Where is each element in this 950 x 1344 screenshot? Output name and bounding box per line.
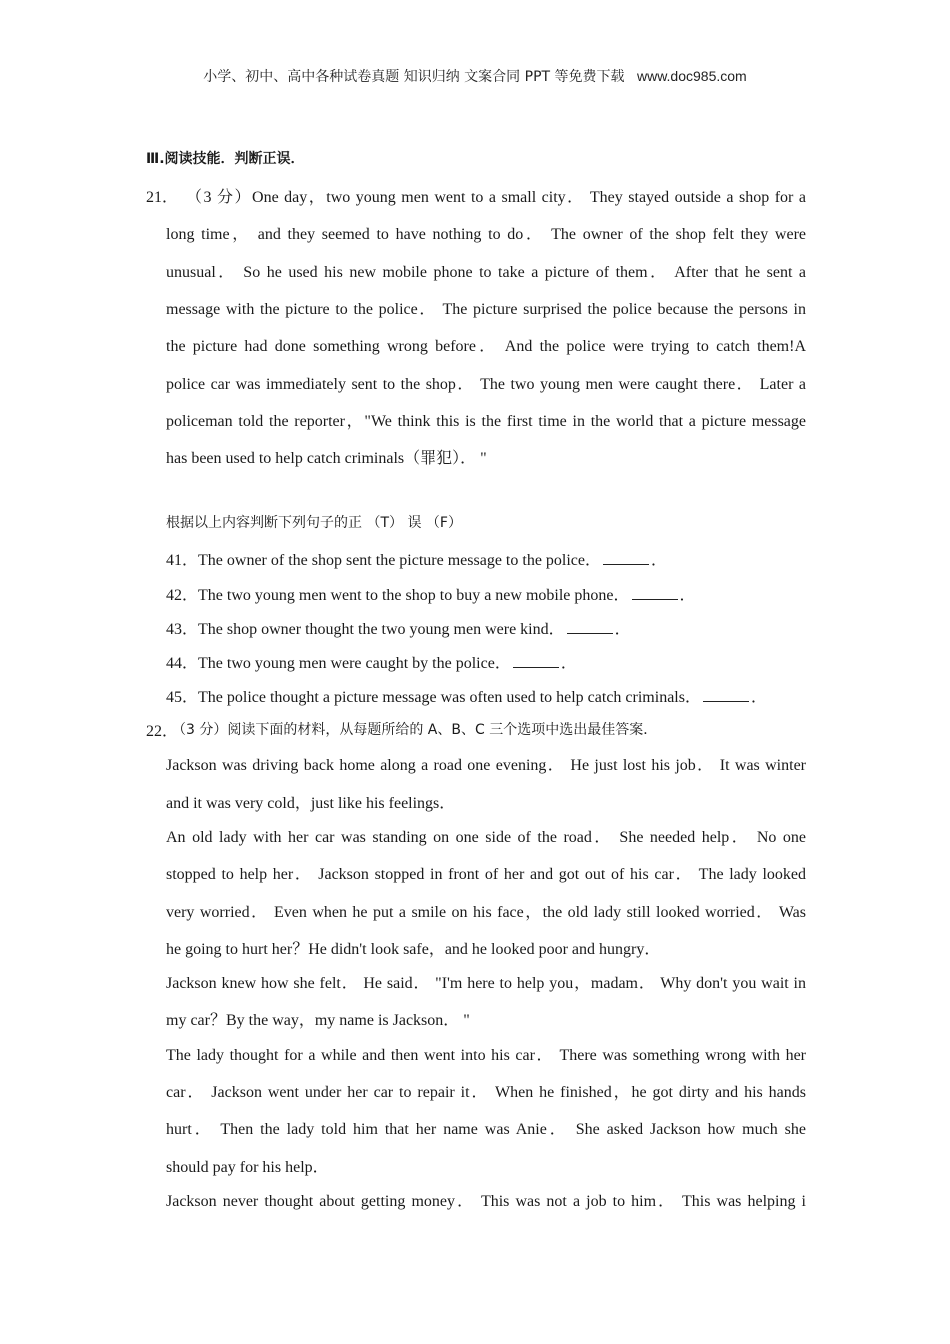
judge-item-43: 43．The shop owner thought the two young men were kind． ． [166,621,631,638]
q22-line-2: An old lady with her car was standing on one side of the road． She needed help． No one [166,829,806,846]
q21-line-2: unusual． So he used his new mobile phone to take a picture of them． After that he sent a [166,264,807,281]
header-text: 小学、初中、高中各种试卷真题 知识归纳 文案合同 PPT 等免费下载 [203,69,625,85]
q22-line-4: very worried． Even when he put a smile on his face，the old lady still looked worried． Was [166,904,807,921]
q21-line-0: （3 分）One day，two young men went to a small city． They stayed outside a shop for a [186,189,806,206]
q21-line-4: the picture had done something wrong before． And the police were trying to catch them!A [166,338,806,355]
q22-line-8: The lady thought for a while and then went into his car． There was something wrong with her [166,1047,806,1064]
q22-line-3: stopped to help her． Jackson stopped in front of her and got out of his car． The lady looked [166,866,806,883]
q22-line-6: Jackson knew how she felt． He said． "I'm here to help you，madam． Why don't you wait in [166,975,806,992]
q22-line-1: and it was very cold，just like his feelings． [166,795,456,812]
answer-blank[interactable] [632,585,678,600]
q22-instruction: （3 分）阅读下面的材料，从每题所给的 A、B、C 三个选项中选出最佳答案． [172,722,658,738]
q22-line-9: car． Jackson went under her car to repair it． When he finished，he got dirty and his hands [166,1084,807,1101]
question-22-number: 22． [146,723,179,740]
answer-blank[interactable] [703,687,749,702]
q22-line-11: should pay for his help． [166,1159,329,1176]
header-url[interactable]: www.doc985.com [636,68,747,84]
q22-line-0: Jackson was driving back home along a road one evening． He just lost his job． It was winter [166,757,807,774]
judge-item-42: 42．The two young men went to the shop to buy a new mobile phone． ． [166,587,696,604]
answer-blank[interactable] [567,619,613,634]
answer-blank[interactable] [513,653,559,668]
answer-blank[interactable] [603,550,649,565]
q21-line-3: message with the picture to the police． The picture surprised the police because the persons in [166,301,806,318]
q22-line-10: hurt． Then the lady told him that her name was Anie． She asked Jackson how much she [166,1121,807,1138]
q21-line-5: police car was immediately sent to the shop． The two young men were caught there． Later a [166,376,806,393]
section-title: Ⅲ.阅读技能．判断正误． [146,151,305,167]
q22-line-5: he going to hurt her？He didn't look safe，and he looked poor and hungry． [166,941,661,958]
page-header [0,66,950,86]
question-21-number: 21． [146,189,179,206]
q21-line-6: policeman told the reporter，"We think this is the first time in the world that a picture message [166,413,806,430]
q22-line-7: my car？By the way，my name is Jackson． " [166,1012,470,1029]
q22-line-12: Jackson never thought about getting money． This was not a job to him． This was helping i [166,1193,807,1210]
judge-item-41: 41．The owner of the shop sent the picture message to the police． ． [166,552,668,569]
judge-item-45: 45．The police thought a picture message was often used to help catch criminals． ． [166,689,767,706]
judge-instruction: 根据以上内容判断下列句子的正 （T） 误 （F） [166,515,462,531]
judge-item-44: 44．The two young men were caught by the police． ． [166,655,577,672]
q21-line-1: long time， and they seemed to have nothing to do． The owner of the shop felt they were [166,226,806,243]
q21-line-7: has been used to help catch criminals（罪犯）． " [166,450,487,467]
